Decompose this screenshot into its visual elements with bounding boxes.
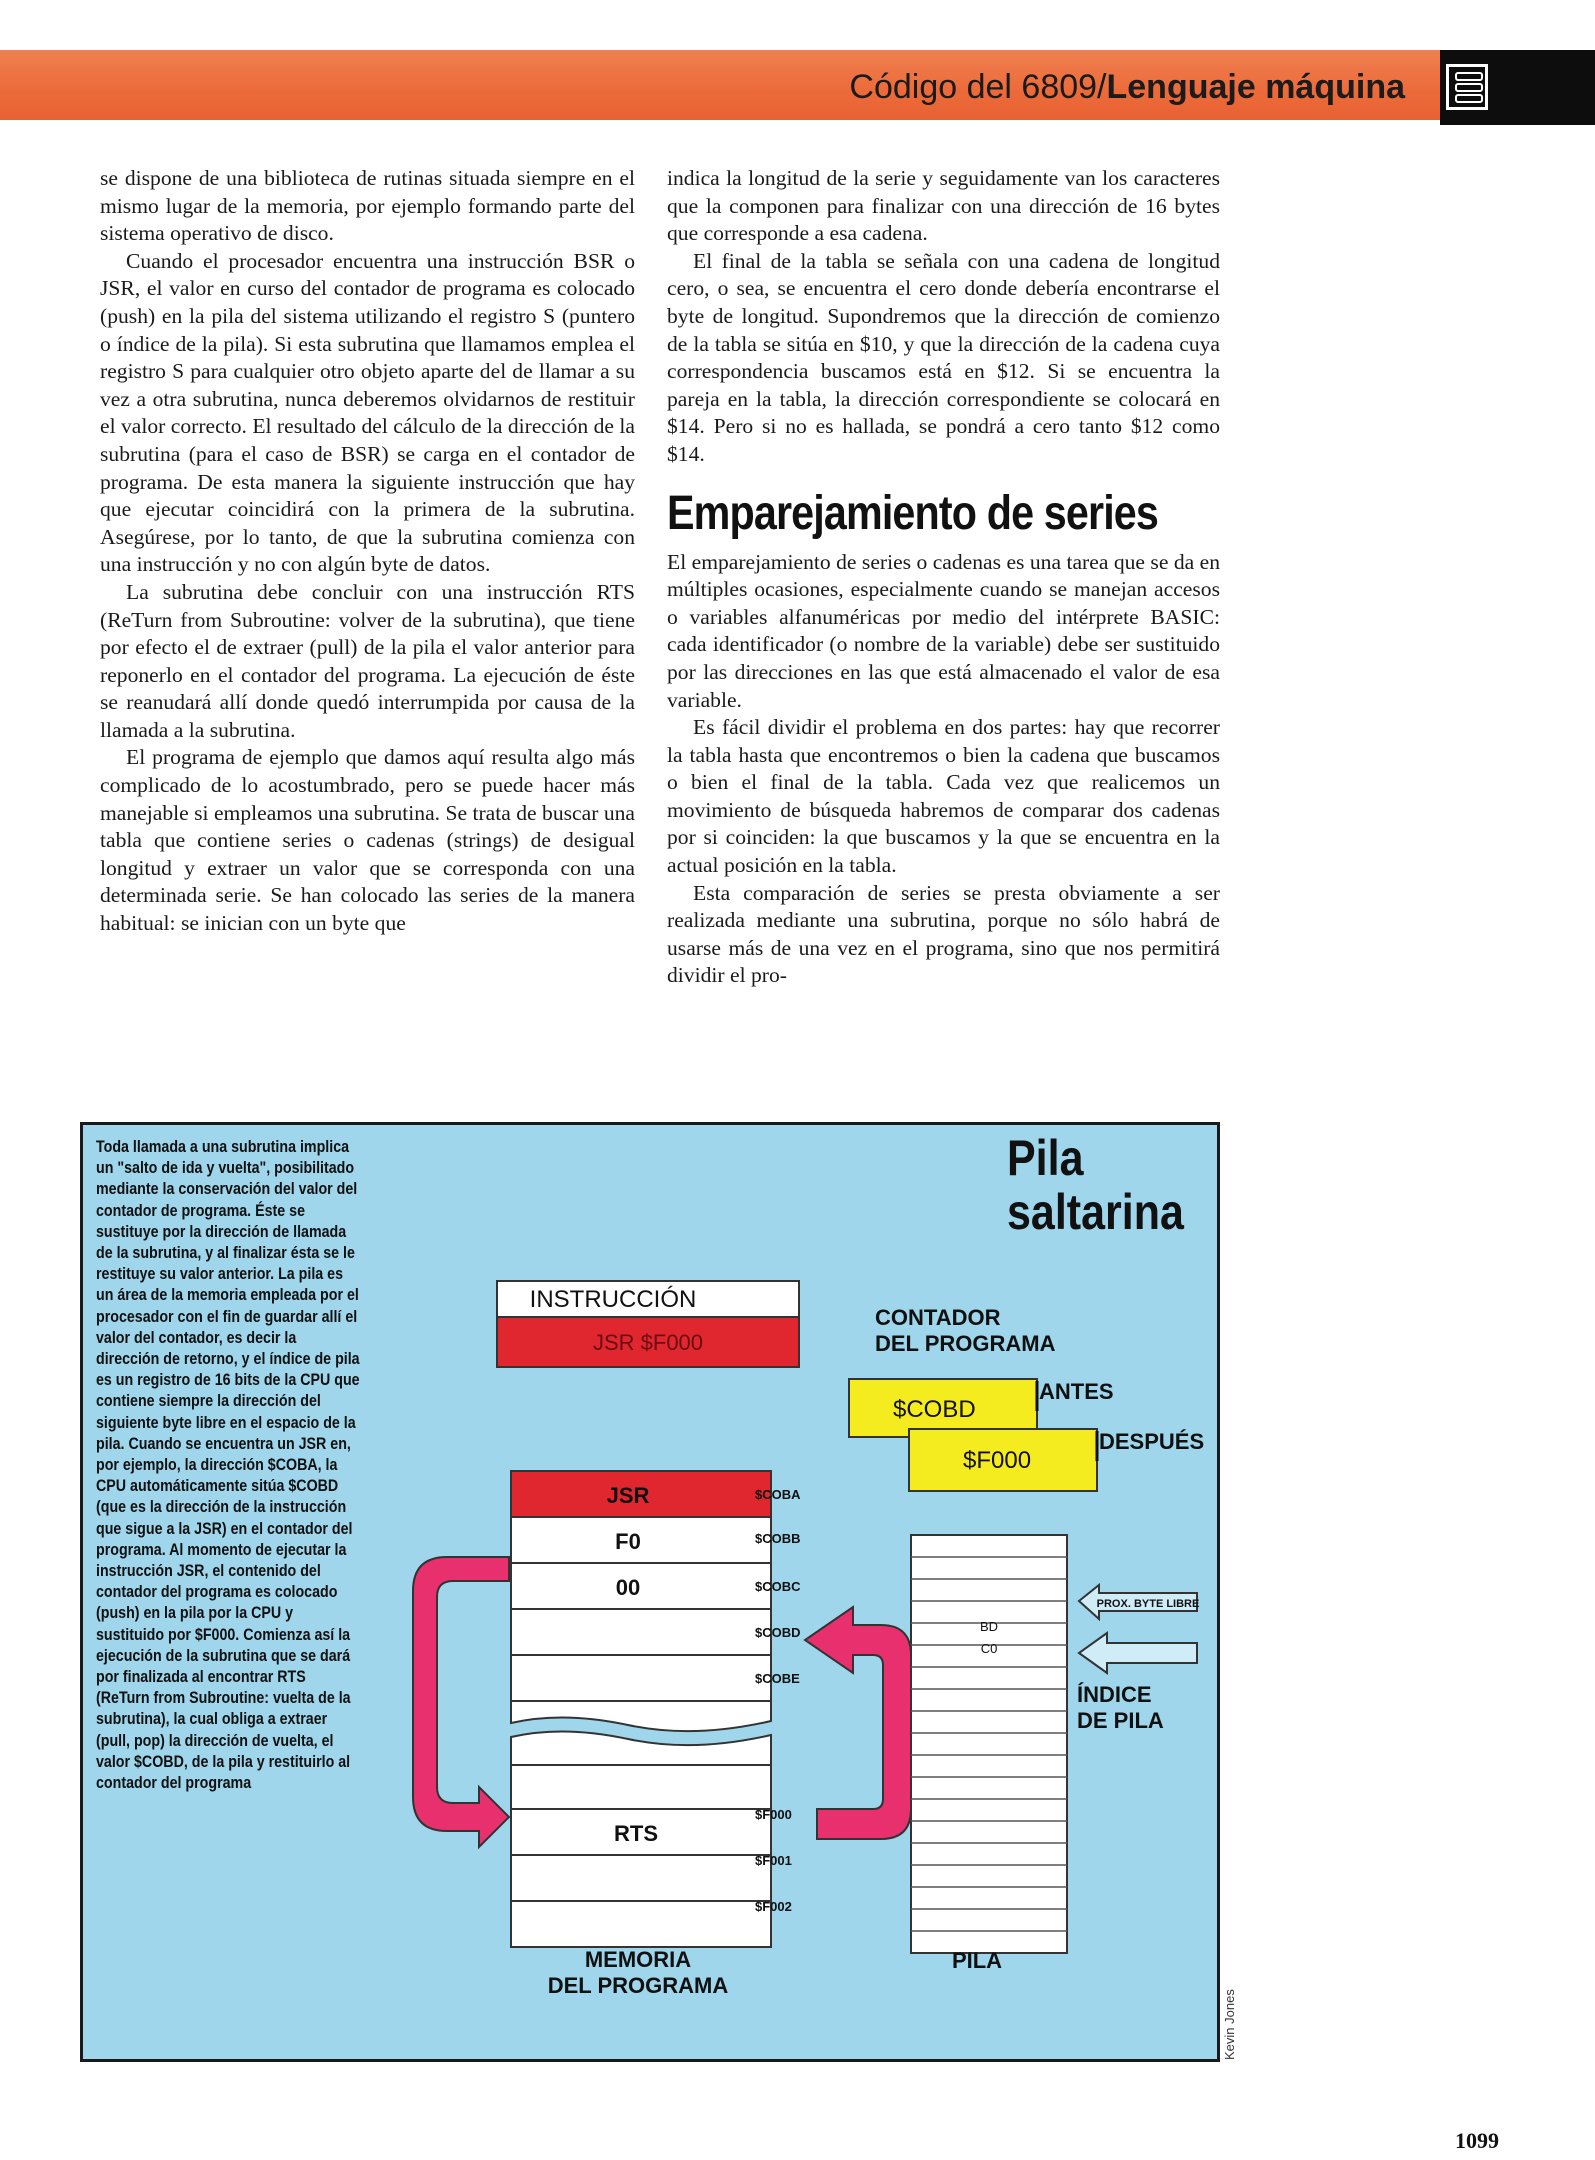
paragraph: Esta comparación de series se presta obviamente a ser realizada mediante una subrutina, porque no sólo habrá de usarse más de una vez en el programa, sino que nos permitirá dividir el pro- xyxy=(667,880,1220,988)
memory-address: $F001 xyxy=(755,1853,792,1868)
memory-break-top xyxy=(511,1701,771,1731)
memory-label: DEL PROGRAMA xyxy=(547,1973,729,1998)
counter-label: CONTADOR xyxy=(875,1305,1001,1330)
memory-address: $COBB xyxy=(755,1531,801,1546)
figure-title-line: saltarina xyxy=(1007,1184,1184,1240)
memory-cell xyxy=(511,1765,771,1809)
paragraph: La subrutina debe concluir con una instrucción RTS (ReTurn from Subroutine: volver de la subrutina), que tiene por efecto el de extraer (pull) de la pila el valor anterior para reponerlo en el contador del programa. La ejecución de éste se reanudará allí donde quedó interrumpida por causa de la llamada a la subrutina. xyxy=(100,579,635,742)
diagram-svg xyxy=(83,1125,1217,2059)
next-free-label: PROX. BYTE LIBRE xyxy=(1096,1598,1200,1610)
section-heading: Emparejamiento de series xyxy=(667,486,1159,540)
memory-address: $F002 xyxy=(755,1899,792,1914)
paragraph: se dispone de una biblioteca de rutinas situada siempre en el mismo lugar de la memoria, por ejemplo formando parte del sistema operativo de disco. xyxy=(100,166,635,246)
memory-address: $F000 xyxy=(755,1807,792,1822)
jump-arrow xyxy=(413,1557,509,1847)
paragraph: El final de la tabla se señala con una cadena de longitud cero, o sea, se encuentra el cero donde debería encontrarse el byte de longitud. Supondremos que la dirección de comienzo de la tabla se sitúa en $10, y que la dirección de la cadena cuya correspondencia buscamos está en $12. Si se encuentra la pareja en la tabla, la dirección correspondiente se colocará en $14. Pero si no es hallada, se pondrá a cero tanto $12 como $14. xyxy=(667,248,1220,466)
memory-address: $COBA xyxy=(755,1487,801,1502)
before-label: ANTES xyxy=(1039,1379,1114,1404)
figure-caption: Toda llamada a una subrutina implica un "salto de ida y vuelta", posibilitado mediante la conservación del valor del contador de programa. Éste se sustituye por la dirección de llamada de la subrutina, y al finalizar ésta se le restituye su valor anterior. La pila es un área de la memoria empleada por el procesador con el fin de guardar allí el valor del contador, es decir la dirección de retorno, y el índice de pila es un registro de 16 bits de la CPU que contiene siempre la dirección del siguiente byte libre en el espacio de la pila. Cuando se encuentra un JSR en, por ejemplo, la dirección $COBA, la CPU automáticamente sitúa $COBD (que es la dirección de la instrucción que sigue a la JSR) en el contador del programa. Al momento de ejecutar la instrucción JSR, el contenido del contador del programa es colocado (push) en la pila por la CPU y sustituido por $F000. Comienza así la ejecución de la subrutina que se dará por finalizada al encontrar RTS (ReTurn from Subroutine: vuelta de la subrutina), la cual obliga a extraer (pull, pop) la dirección de vuelta, el valor $COBD, de la pila y restituirlo al contador del programa xyxy=(96,1138,360,1793)
counter-label: DEL PROGRAMA xyxy=(875,1331,1056,1356)
paragraph: indica la longitud de la serie y seguidamente van los caracteres que la componen para finalizar con una dirección de 16 bytes que corresponde a esa cadena. xyxy=(667,166,1220,246)
computer-icon xyxy=(1446,64,1488,110)
memory-label: MEMORIA xyxy=(584,1947,692,1972)
memory-cell xyxy=(511,1901,771,1947)
figure-title-line: Pila xyxy=(1007,1130,1084,1186)
memory-cell-text: RTS xyxy=(614,1821,658,1846)
stack-diagram-figure xyxy=(80,1122,1220,2062)
illustrator-credit: Kevin Jones xyxy=(1222,1989,1237,2060)
stack-index-label: ÍNDICE xyxy=(1077,1682,1152,1707)
memory-cell xyxy=(511,1855,771,1901)
after-label: DESPUÉS xyxy=(1099,1429,1205,1454)
stack-value: C0 xyxy=(980,1641,998,1656)
instruction-value-text: JSR $F000 xyxy=(592,1330,704,1355)
running-header xyxy=(849,62,1405,112)
memory-address: $COBC xyxy=(755,1579,801,1594)
return-arrow xyxy=(805,1607,911,1839)
stack-column xyxy=(911,1535,1067,1953)
memory-cell xyxy=(511,1517,771,1563)
header-title-regular: Código del 6809/ xyxy=(849,68,1107,106)
stack-body xyxy=(911,1535,1067,1953)
stack-label: PILA xyxy=(951,1948,1003,1973)
memory-cell xyxy=(511,1563,771,1609)
paragraph: El programa de ejemplo que damos aquí resulta algo más complicado de lo acostumbrado, pero se puede hacer más manejable si empleamos una subrutina. Se trata de buscar una tabla que contiene series o cadenas (strings) de desigual longitud y extraer un valor que se corresponda con una determinada serie. Se han colocado las series de la manera habitual: se inician con un byte que xyxy=(100,745,635,936)
memory-cell-text: F0 xyxy=(615,1529,641,1554)
instruction-header-text: INSTRUCCIÓN xyxy=(529,1286,697,1313)
page-number: 1099 xyxy=(1455,2128,1499,2153)
paragraph: Es fácil dividir el problema en dos partes: hay que recorrer la tabla hasta que encontremos o bien la cadena que buscamos o bien el final de la tabla. Cada vez que realicemos un movimiento de búsqueda habremos de comparar dos cadenas por si coinciden: la que buscamos y la que se encuentra en la actual posición en la tabla. xyxy=(667,715,1220,878)
memory-cell xyxy=(511,1609,771,1655)
stack-index-label: DE PILA xyxy=(1077,1708,1164,1733)
right-text-column xyxy=(667,165,1220,990)
memory-cell xyxy=(511,1655,771,1701)
memory-address: $COBD xyxy=(755,1625,801,1640)
after-counter-value: $F000 xyxy=(963,1447,1032,1474)
header-title-bold: Lenguaje máquina xyxy=(1106,68,1405,106)
memory-address: $COBE xyxy=(755,1671,800,1686)
paragraph: El emparejamiento de series o cadenas es una tarea que se da en múltiples ocasiones, especialmente cuando se manejan accesos o variables alfanuméricas por medio del intérprete BASIC: cada identificador (o nombre de la variable) debe ser sustituido por las direcciones en las que está almacenado el valor de esa variable. xyxy=(667,549,1220,712)
before-counter-value: $COBD xyxy=(893,1396,976,1423)
memory-break-bottom xyxy=(511,1731,771,1765)
stack-value: BD xyxy=(979,1619,999,1634)
memory-cell-text: JSR xyxy=(606,1483,650,1508)
memory-cell-text: 00 xyxy=(615,1575,641,1600)
paragraph: Cuando el procesador encuentra una instrucción BSR o JSR, el valor en curso del contador de programa es colocado (push) en la pila del sistema utilizando el registro S (puntero o índice de la pila). Si esta subrutina que llamamos emplea el registro S para cualquier otro objeto aparte del de llamar a su vez a otra subrutina, nunca deberemos olvidarnos de restituir el valor correcto. El resultado del cálculo de la dirección de la subrutina (para el caso de BSR) se carga en el contador de programa. De esta manera la siguiente instrucción que hay que ejecutar coincidirá con la primera de la subrutina. Asegúrese, por lo tanto, de que la subrutina comienza con una instrucción y no con algún byte de datos. xyxy=(100,248,635,577)
stack-index-arrow xyxy=(1079,1633,1197,1673)
left-text-column xyxy=(100,165,635,938)
